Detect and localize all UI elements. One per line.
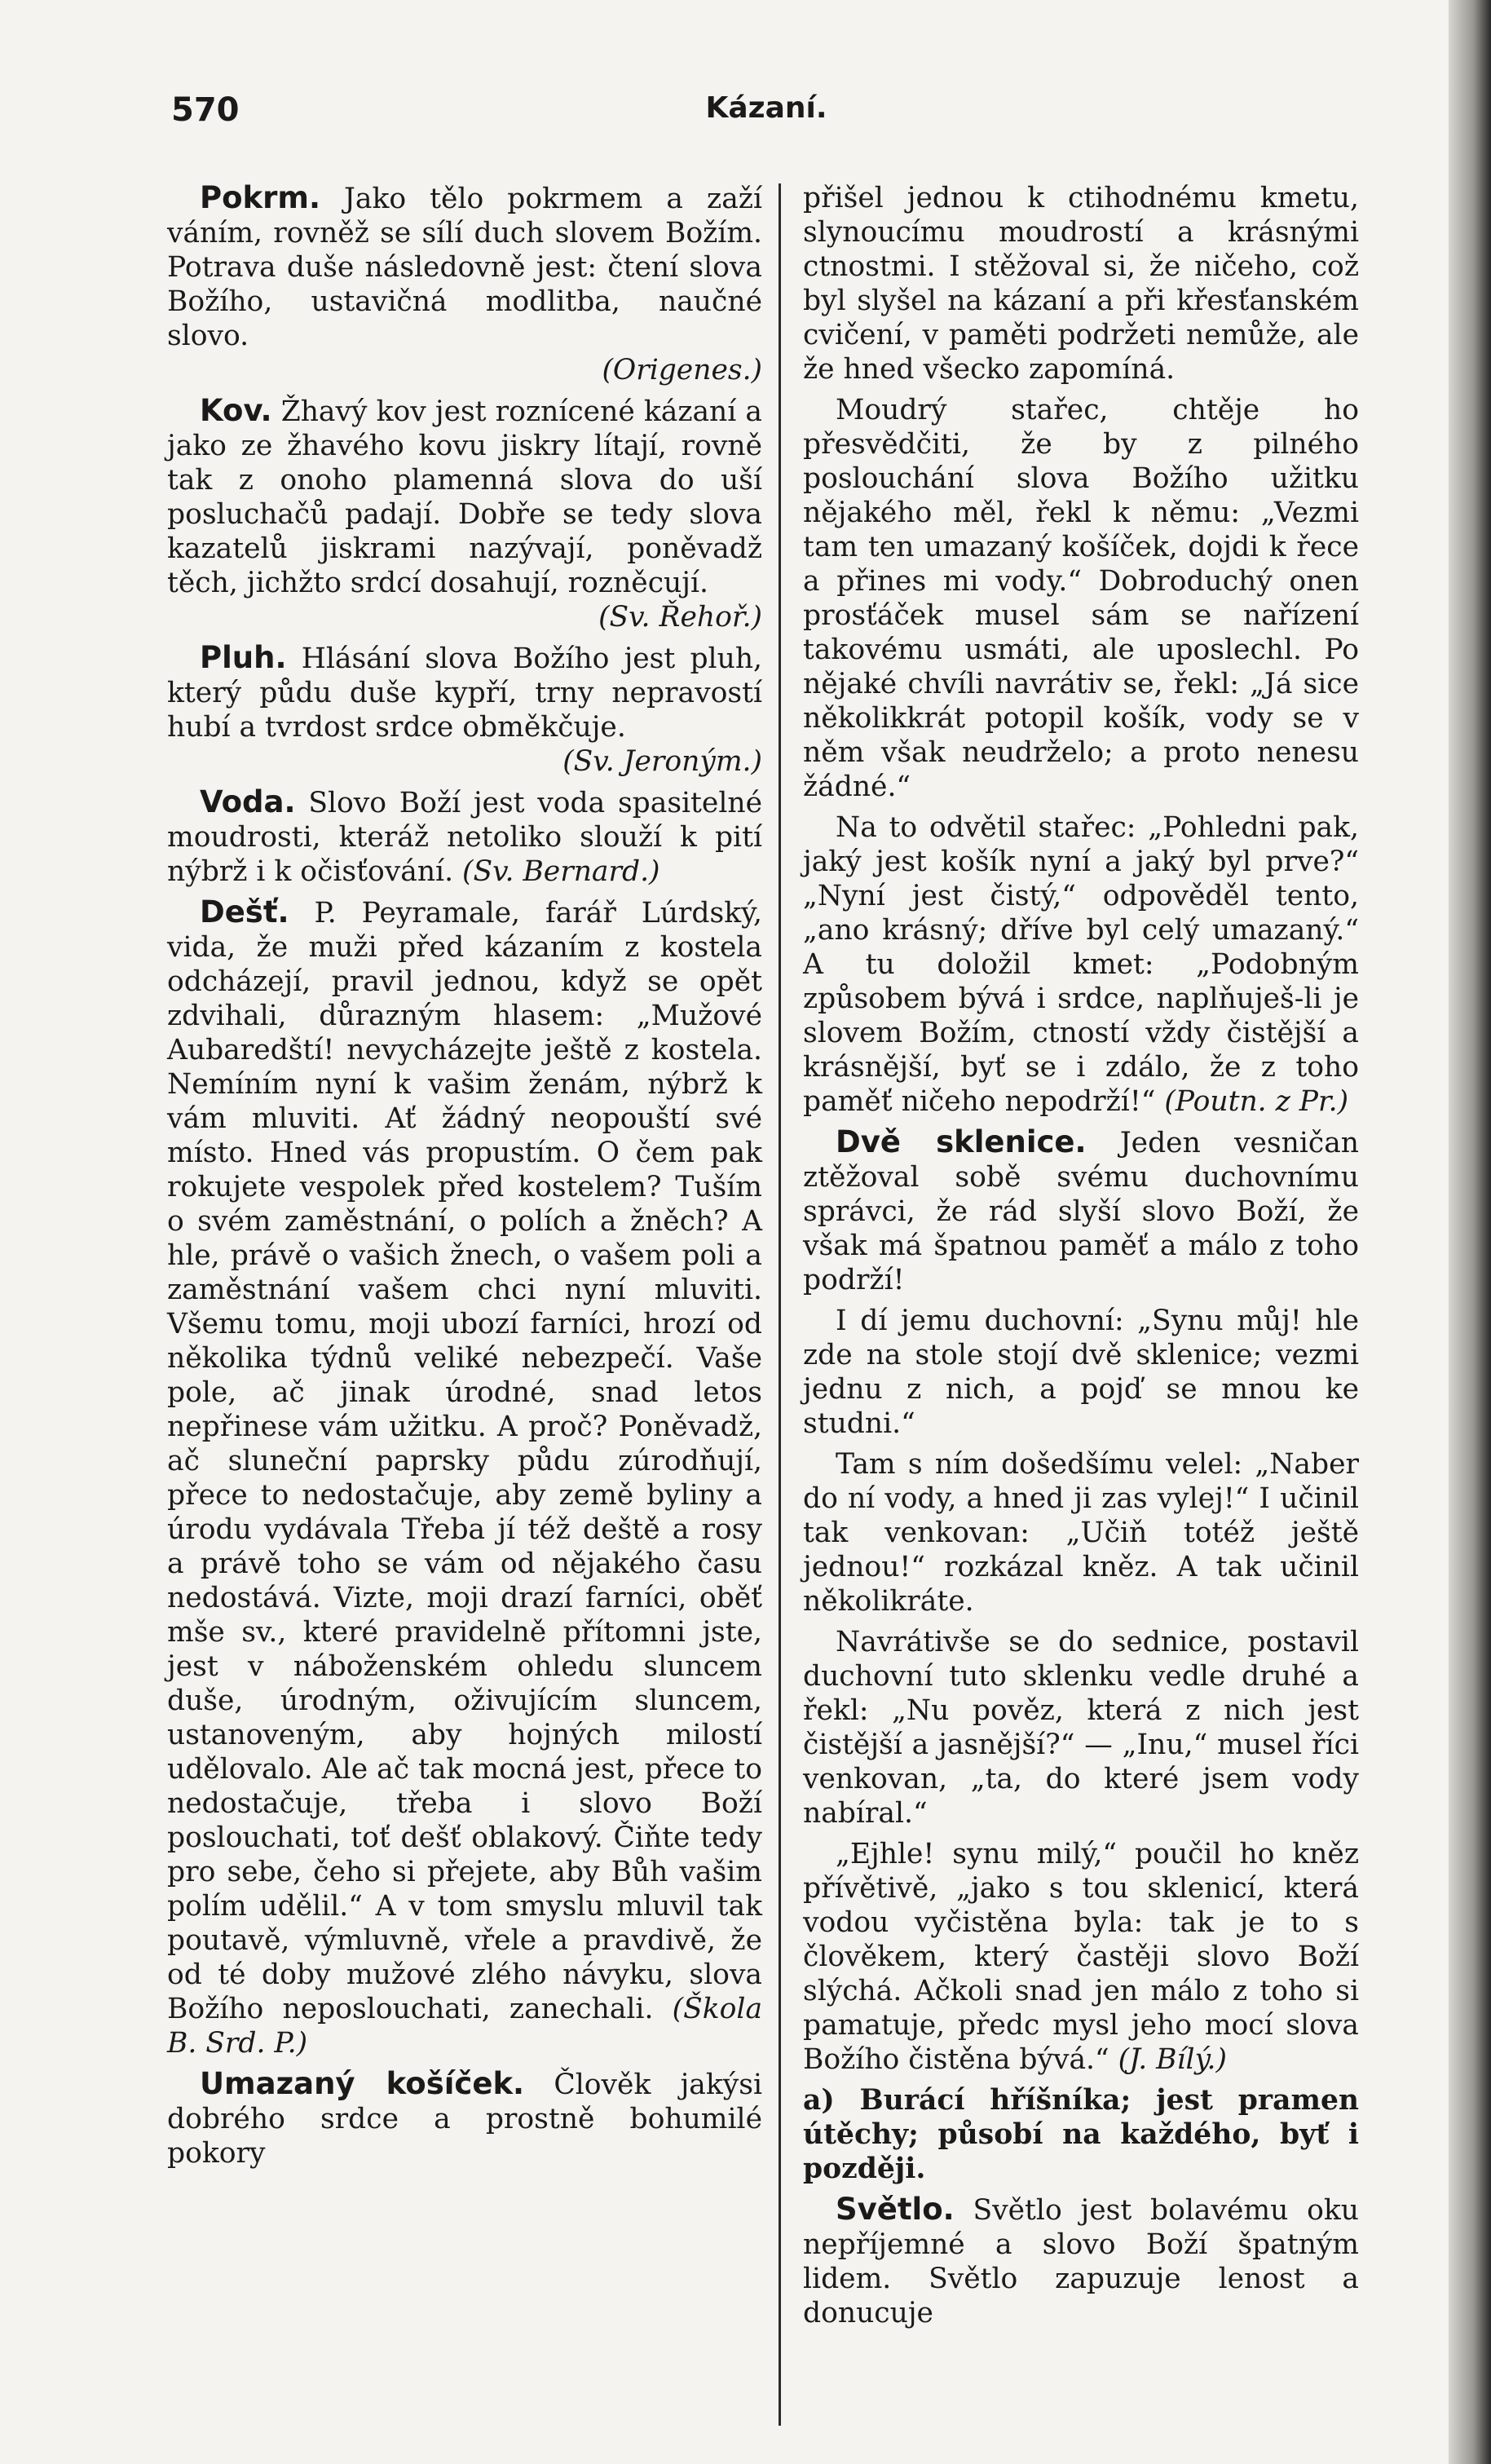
entry-text: Žhavý kov jest roznícené kázaní a jako ze žhavého kovu jiskry lítají, rovně tak z onoho plamenná slova do uší posluchačů padají. Dobře se tedy slova kazatelů jiskrami nazývají, poněvadž těch, jichžto srdcí dosahují, rozněcují. xyxy=(167,395,762,599)
entry-text: Slovo Boží jest voda spasitelné moudrosti, kteráž netoliko slouží k pití nýbrž i k očisťování. xyxy=(167,787,763,888)
paragraph: přišel jednou k ctihodnému kmetu, slynoucímu moudrostí a krásnými ctnostmi. I stěžoval si, že ničeho, což byl slyšel na kázaní a při křesťanském cvičení, v paměti podržeti nemůže, ale že hned všecko zapomíná. xyxy=(803,182,1359,386)
entry-kov xyxy=(167,394,762,634)
entry-text: Jeden vesničan ztěžoval sobě svému duchovnímu správci, že rád slyší slovo Boží, že však má špatnou paměť a málo z toho podrží! xyxy=(803,1127,1359,1296)
paragraph: I dí jemu duchovní: „Synu můj! hle zde na stole stojí dvě sklenice; vezmi jednu z nich, a pojď se mnou ke studni.“ xyxy=(803,1305,1359,1440)
paragraph: Tam s ním došedšímu velel: „Naber do ní vody, a hned ji zas vylej!“ I učinil tak venkovan: „Učiň totéž ještě jednou!“ rozkázal kněz. A tak učinil několikráte. xyxy=(803,1448,1359,1618)
headword: Voda. xyxy=(200,784,296,819)
right-column xyxy=(803,181,1359,2337)
source-citation: (Sv. Řehoř.) xyxy=(598,601,762,634)
section-a-heading: a) Burácí hříšníka; jest pramen útěchy; působí na každého, byť i později. xyxy=(803,2084,1359,2185)
entry-text: Jako tělo pokrmem a zaží váním, rovněž se sílí duch slovem Božím. Potrava duše následovně jest: čtení slova Božího, ustavičná modlitba, naučné slovo. xyxy=(167,183,762,352)
entry-svetlo xyxy=(803,2192,1359,2330)
headword: Pokrm. xyxy=(200,180,320,215)
paragraph: Moudrý stařec, chtěje ho přesvědčiti, že by z pilného poslouchání slova Božího užitku nějakého měl, řekl k němu: „Vezmi tam ten umazaný košíček, dojdi k řece a přines mi vody.“ Dobroduchý onen prosťáček musel sám se nařízení takovému usmáti, ale uposlechl. Po nějaké chvíli navrátiv se, řekl: „Já sice několikkrát potopil košík, vody se v něm však neudrželo; a proto nenesu žádné.“ xyxy=(803,394,1359,803)
entry-umazany-kosicek xyxy=(167,2067,762,2170)
source-citation: (Poutn. z Pr.) xyxy=(1164,1085,1349,1118)
column-divider xyxy=(779,183,781,2426)
entry-text: P. Peyramale, farář Lúrdský, vida, že muži před kázaním z kostela odcházejí, pravil jednou, když se opět zdvihali, důrazným hlasem: „Mužové Aubaredští! nevycházejte ještě z kostela. Nemíním nyní k vašim ženám, nýbrž k vám mluviti. Ať žádný neopouští své místo. Hned vás propustím. O čem pak rokujete vespolek před kostelem? Tuším o svém zaměstnání, o polích a žněch? A hle, právě o vašich žnech, o vašem poli a zaměstnání vašem chci nyní mluviti. Všemu tomu, moji ubozí farníci, hrozí od několika týdnů veliké nebezpečí. Vaše pole, ač jinak úrodné, snad letos nepřinese vám užitku. A proč? Poněvadž, ač sluneční paprsky půdu zúrodňují, přece to nedostačuje, aby země byliny a úrodu vydávala Třeba jí též deště a rosy a právě toho se vám od nějakého času nedostává. Vizte, moji drazí farníci, oběť mše sv., které pravidelně přítomni jste, jest v náboženském ohledu sluncem duše, úrodným, oživujícím sluncem, ustanoveným, aby hojných milostí udělovalo. Ale ač tak mocná jest, přece to nedostačuje, třeba i slovo Boží poslouchati, toť dešť oblakový. Čiňte tedy pro sebe, čeho si přejete, aby Bůh vašim polím udělil.“ A v tom smyslu mluvil tak poutavě, výmluvně, vřele a pravdivě, že od té doby mužové zlého návyku, slova Božího neposlouchati, zanechali. xyxy=(167,897,762,2025)
entry-dest xyxy=(167,895,762,2060)
source-citation: (Sv. Bernard.) xyxy=(462,855,660,888)
page-header xyxy=(171,91,1361,140)
left-column xyxy=(167,181,762,2177)
source-citation: (Origenes.) xyxy=(602,354,762,386)
headword: Umazaný košíček. xyxy=(200,2066,525,2101)
source-citation: (J. Bílý.) xyxy=(1118,2043,1227,2076)
source-citation: (Škola B. Srd. P.) xyxy=(167,1993,763,2060)
headword: Světlo. xyxy=(836,2192,955,2227)
running-head: Kázaní. xyxy=(705,91,827,125)
page-number: 570 xyxy=(171,91,240,129)
entry-text: Hlásání slova Božího jest pluh, který půdu duše kypří, trny nepravostí hubí a tvrdost srdce obměkčuje. xyxy=(167,642,763,744)
headword: Dvě sklenice. xyxy=(836,1124,1087,1159)
entry-pokrm xyxy=(167,181,762,387)
entry-voda xyxy=(167,785,762,889)
entry-pluh xyxy=(167,641,762,779)
paragraph-text: „Ejhle! synu milý,“ poučil ho kněz přívětivě, „jako s tou sklenicí, která vodou vyčistěna byla: tak je to s člověkem, který častěji slovo Boží slýchá. Ačkoli snad jen málo z toho si pamatuje, předc mysl jeho mocí slova Božího čistěna bývá.“ xyxy=(803,1838,1359,2076)
headword: Dešť. xyxy=(200,894,289,930)
entry-text: Člověk jakýsi dobrého srdce a prostně bohumilé pokory xyxy=(167,2069,762,2170)
source-citation: (Sv. Jeroným.) xyxy=(562,745,762,778)
paragraph xyxy=(803,810,1359,1119)
entry-text: Světlo jest bolavému oku nepříjemné a slovo Boží špatným lidem. Světlo zapuzuje lenost a donucuje xyxy=(803,2194,1359,2329)
page-edge-shadow xyxy=(1449,0,1491,2464)
entry-dve-sklenice xyxy=(803,1125,1359,1297)
paragraph: Navrátivše se do sednice, postavil duchovní tuto sklenku vedle druhé a řekl: „Nu pověz, která z nich jest čistější a jasnější?“ — „Inu,“ musel říci venkovan, „ta, do které jsem vody nabíral.“ xyxy=(803,1626,1359,1830)
headword: Pluh. xyxy=(200,640,287,675)
headword: Kov. xyxy=(200,393,272,428)
paragraph-text: Na to odvětil stařec: „Pohledni pak, jaký jest košík nyní a jaký byl prve?“ „Nyní jest čistý,“ odpověděl tento, „ano krásný; dříve byl celý umazaný.“ A tu doložil kmet: „Podobným způsobem bývá i srdce, naplňuješ-li je slovem Božím, ctností vždy čistější a krásnější, byť se i zdálo, že z toho paměť ničeho nepodrží!“ xyxy=(803,811,1359,1118)
paragraph xyxy=(803,1837,1359,2077)
